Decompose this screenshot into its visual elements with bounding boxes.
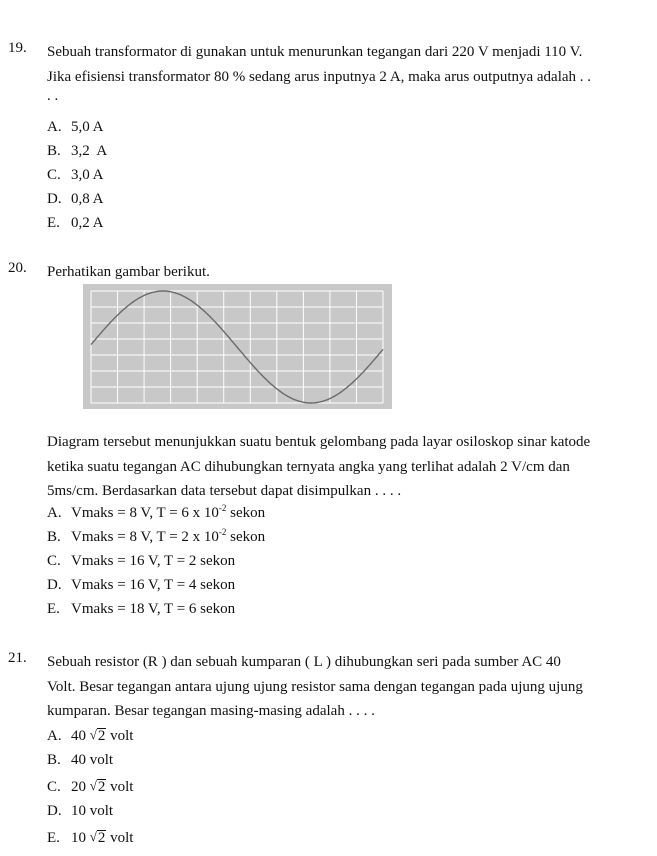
- option-text: Vmaks = 8 V, T = 6 x $10^{-2}$ sekon: [71, 503, 266, 521]
- option-letter: D.: [47, 577, 62, 593]
- option-a[interactable]: [47, 723, 133, 747]
- stem-line: kumparan. Besar tegangan masing-masing adalah . . . .: [47, 703, 375, 719]
- option-a[interactable]: [47, 501, 265, 525]
- option-c[interactable]: [47, 549, 235, 573]
- option-letter: E.: [47, 215, 60, 231]
- option-a[interactable]: [47, 115, 104, 139]
- stem-line: . .: [47, 88, 59, 104]
- option-letter: A.: [47, 505, 62, 521]
- option-text: Vmaks = 8 V, T = 2 x $10^{-2}$ sekon: [71, 527, 266, 545]
- option-text: 3,0 A: [71, 167, 104, 183]
- option-text: 5,0 A: [71, 119, 104, 135]
- option-b[interactable]: [47, 139, 107, 163]
- question-intro: Perhatikan gambar berikut.: [47, 264, 210, 280]
- option-letter: B.: [47, 529, 61, 545]
- option-text: Vmaks = 16 V, T = 2 sekon: [71, 553, 236, 569]
- option-text: 40 √2 volt: [71, 727, 134, 744]
- option-letter: E.: [47, 830, 60, 846]
- question-number: 19.: [8, 40, 27, 56]
- option-b[interactable]: [47, 748, 113, 772]
- stem-line: Sebuah transformator di gunakan untuk menurunkan tegangan dari 220 V menjadi 110 V.: [47, 44, 583, 60]
- option-text: 20 √2 volt: [71, 778, 134, 795]
- sqrt-symbol: √: [89, 829, 97, 844]
- oscilloscope-image: [83, 284, 392, 409]
- option-letter: B.: [47, 752, 61, 768]
- sqrt-symbol: √: [89, 778, 97, 793]
- option-letter: C.: [47, 553, 61, 569]
- option-d[interactable]: [47, 573, 235, 597]
- option-letter: C.: [47, 167, 61, 183]
- stem-line: Jika efisiensi transformator 80 % sedang arus inputnya 2 A, maka arus outputnya adalah . .: [47, 68, 592, 85]
- question-stem: [47, 650, 651, 724]
- option-text: 10 volt: [71, 803, 114, 819]
- option-letter: D.: [47, 191, 62, 207]
- option-letter: A.: [47, 728, 62, 744]
- option-d[interactable]: [47, 799, 113, 823]
- option-e[interactable]: [47, 597, 235, 621]
- option-b[interactable]: [47, 525, 265, 549]
- question-number: 21.: [8, 650, 27, 666]
- option-letter: B.: [47, 143, 61, 159]
- option-letter: A.: [47, 119, 62, 135]
- oscilloscope-screen: [83, 284, 392, 409]
- option-letter: C.: [47, 779, 61, 795]
- option-e[interactable]: [47, 825, 133, 849]
- option-c[interactable]: [47, 163, 104, 187]
- option-text: 0,2 A: [71, 215, 104, 231]
- option-text: Vmaks = 18 V, T = 6 sekon: [71, 601, 236, 617]
- question-number: 20.: [8, 260, 27, 276]
- option-e[interactable]: [47, 211, 104, 235]
- option-letter: D.: [47, 803, 62, 819]
- option-c[interactable]: [47, 774, 133, 798]
- sqrt-symbol: √: [89, 727, 97, 742]
- stem-line: ketika suatu tegangan AC dihubungkan ternyata angka yang terlihat adalah 2 V/cm dan: [47, 458, 570, 475]
- stem-line: Diagram tersebut menunjukkan suatu bentuk gelombang pada layar osiloskop sinar katode: [47, 434, 591, 450]
- option-text: 3,2 A: [71, 143, 108, 159]
- option-d[interactable]: [47, 187, 104, 211]
- question-stem: [47, 430, 651, 504]
- option-text: 40 volt: [71, 752, 114, 768]
- stem-line: 5ms/cm. Berdasarkan data tersebut dapat disimpulkan . . . .: [47, 483, 402, 499]
- option-letter: E.: [47, 601, 60, 617]
- option-text: Vmaks = 16 V, T = 4 sekon: [71, 577, 236, 593]
- question-stem: [47, 40, 651, 103]
- stem-line: Volt. Besar tegangan antara ujung ujung resistor sama dengan tegangan pada ujung ujung: [47, 678, 583, 695]
- option-text: 0,8 A: [71, 191, 104, 207]
- stem-line: Sebuah resistor (R ) dan sebuah kumparan ( L ) dihubungkan seri pada sumber AC 40: [47, 654, 561, 670]
- option-text: 10 √2 volt: [71, 829, 134, 846]
